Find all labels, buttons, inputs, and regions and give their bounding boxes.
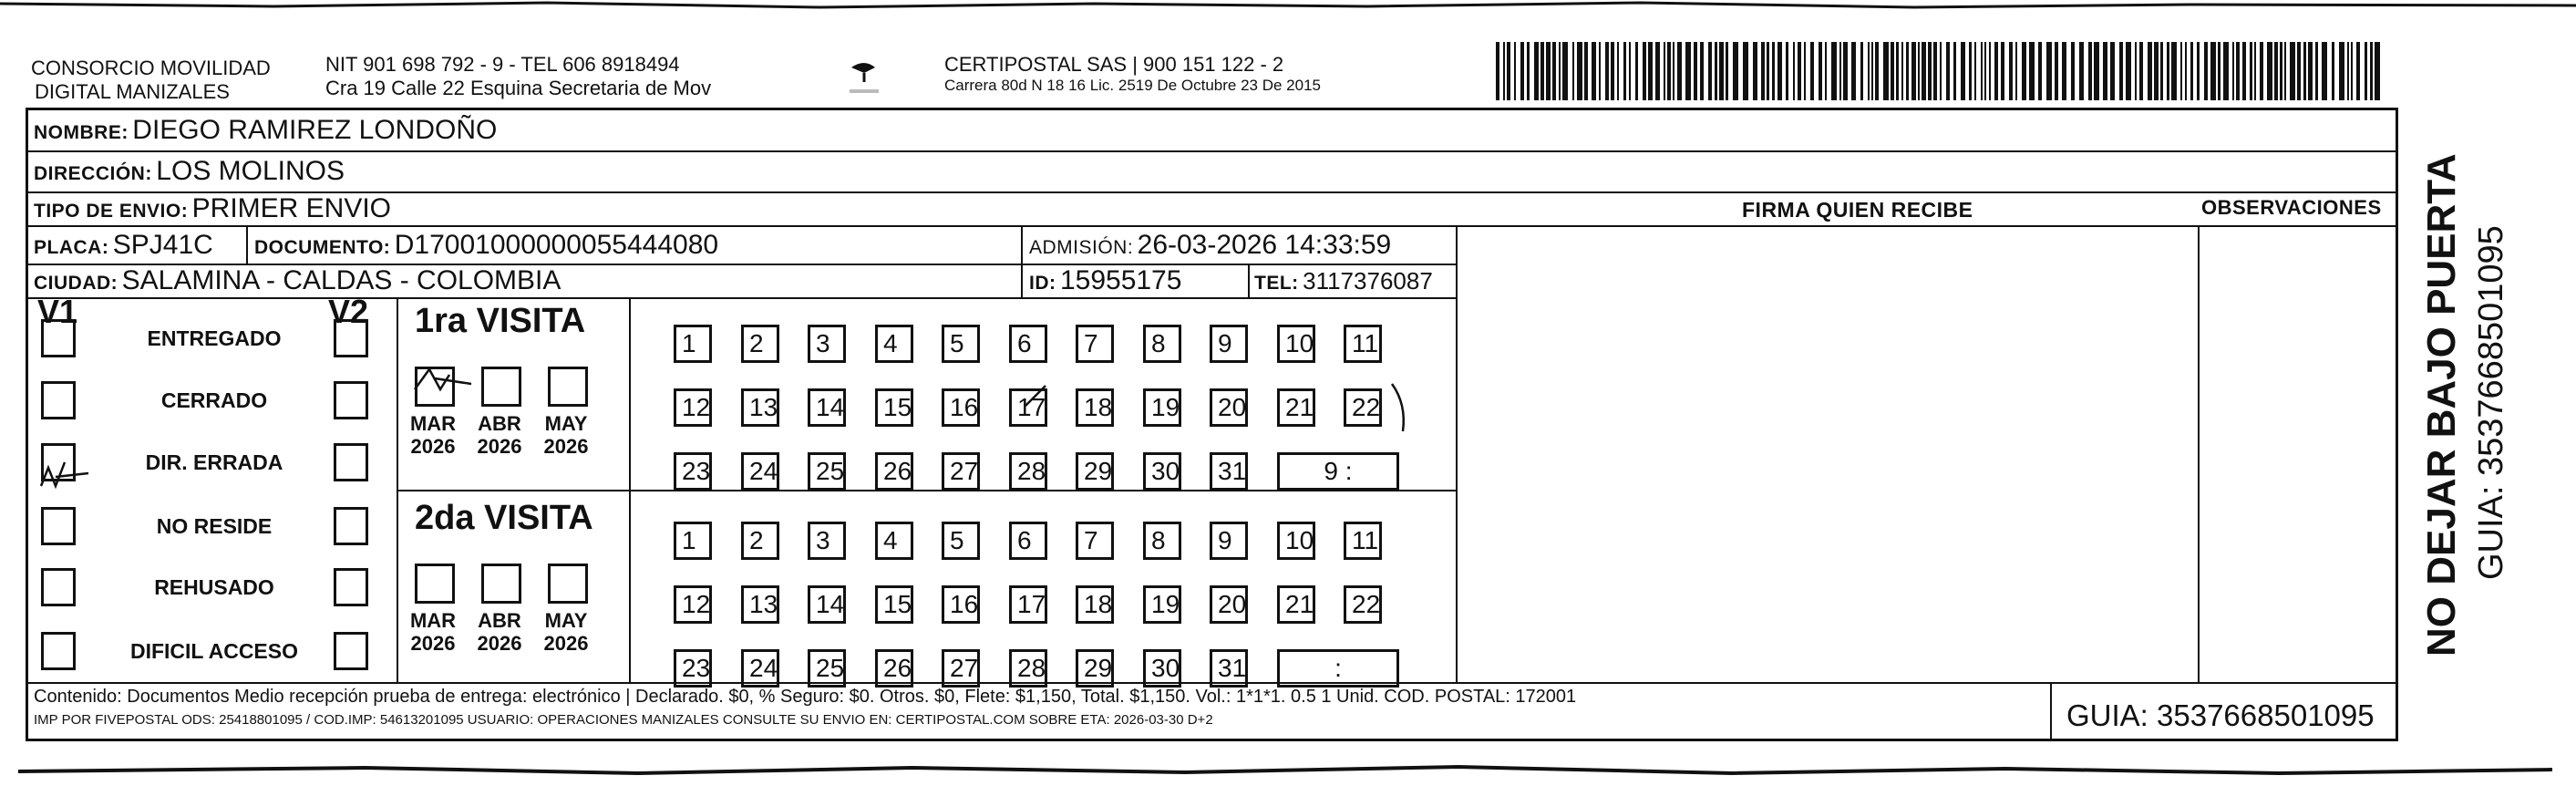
barcode-bar <box>2160 42 2163 100</box>
shipping-type: PRIMER ENVIO <box>191 193 392 223</box>
day-checkbox[interactable]: 21 <box>1277 585 1315 624</box>
barcode-bar <box>1989 42 1991 100</box>
day-checkbox[interactable]: 18 <box>1076 585 1114 624</box>
barcode-bar <box>2180 42 2182 100</box>
barcode-bar <box>2055 42 2058 100</box>
shipping-form-frame <box>26 108 2398 741</box>
barcode-bar <box>1969 42 1972 100</box>
second-visit-title: 2da VISITA <box>415 499 593 537</box>
company-contact <box>325 53 711 100</box>
recipient-id: 15955175 <box>1059 265 1182 295</box>
day-checkbox[interactable]: 21 <box>1277 388 1315 427</box>
document-label: DOCUMENTO: <box>254 237 391 258</box>
barcode-bar <box>2290 42 2295 100</box>
barcode-bar <box>2375 42 2380 100</box>
city: SALAMINA - CALDAS - COLOMBIA <box>121 265 562 295</box>
day-checkbox[interactable]: 6 <box>1009 325 1047 363</box>
barcode-bar <box>1868 42 1870 100</box>
barcode-bar <box>2242 42 2246 100</box>
footer-contents: Contenido: Documentos Medio recepción prueba de entrega: electrónico | Declarado. $0, % Seguro: $0. Otros. $0, Flete: $1,150, Total. $1,150. Vol.: 1*1*1. 0.5 1 Unid. COD. POSTAL: 172001 <box>34 687 1577 707</box>
barcode-bar <box>2210 42 2216 100</box>
torn-top-edge <box>0 0 2576 13</box>
day-checkbox[interactable]: 29 <box>1076 452 1114 491</box>
side-guia-number: GUIA: 3537668501095 <box>2472 225 2510 580</box>
barcode-bar <box>2046 42 2052 100</box>
barcode-bar <box>2280 42 2282 100</box>
day-checkbox[interactable]: 4 <box>875 522 913 560</box>
barcode-bar <box>1851 42 1856 100</box>
carrier-info <box>944 53 1321 95</box>
barcode-bar <box>1667 42 1671 100</box>
day-checkbox[interactable]: 20 <box>1210 388 1248 427</box>
barcode-bar <box>2038 42 2042 100</box>
status-label: DIR. ERRADA <box>145 450 283 474</box>
day-checkbox[interactable]: 27 <box>942 649 980 688</box>
day-checkbox[interactable]: 24 <box>741 649 779 688</box>
day-checkbox[interactable]: 31 <box>1210 452 1248 491</box>
barcode-bar <box>2088 42 2092 100</box>
barcode-bar <box>1777 42 1782 100</box>
barcode-bar <box>1599 42 1601 100</box>
barcode-bar <box>2250 42 2252 100</box>
company-address: Cra 19 Calle 22 Esquina Secretaria de Mov <box>325 77 712 99</box>
v1-header: V1 <box>37 293 78 330</box>
barcode-bar <box>1896 42 1899 100</box>
barcode-bar <box>1984 42 1986 100</box>
barcode-bar <box>1753 42 1757 100</box>
plate: SPJ41C <box>112 230 213 260</box>
day-checkbox[interactable]: 4 <box>875 325 913 363</box>
day-checkbox[interactable]: 22 <box>1344 585 1382 624</box>
barcode-bar <box>1839 42 1841 100</box>
carrier-license: Carrera 80d N 18 16 Lic. 2519 De Octubre 23 De 2015 <box>944 77 1321 94</box>
status-label: CERRADO <box>160 388 268 412</box>
day-checkbox[interactable]: 17 <box>1009 388 1047 427</box>
barcode-bar <box>1786 42 1788 100</box>
admission-label: ADMISIÓN: <box>1029 237 1134 258</box>
barcode-bar <box>1629 42 1631 100</box>
recipient-name: DIEGO RAMIREZ LONDOÑO <box>132 115 498 145</box>
day-checkbox[interactable]: 7 <box>1076 522 1114 560</box>
company-name-line2: DIGITAL MANIZALES <box>35 80 230 103</box>
barcode-bar <box>1860 42 1863 100</box>
barcode-bar <box>2103 42 2107 100</box>
barcode-bar <box>1819 42 1822 100</box>
barcode-bar <box>1694 42 1697 100</box>
barcode-bar <box>1577 42 1582 100</box>
barcode-bar <box>1559 42 1561 100</box>
barcode-bar <box>1572 42 1574 100</box>
city-label: CIUDAD: <box>34 273 118 294</box>
side-warning: NO DEJAR BAJO PUERTA <box>2419 153 2464 657</box>
barcode-bar <box>2154 42 2159 100</box>
barcode-bar <box>2347 42 2349 100</box>
barcode-bar <box>1673 42 1674 100</box>
day-checkbox[interactable]: 11 <box>1344 325 1382 363</box>
company-nit: NIT 901 698 792 - 9 - TEL 606 8918494 <box>325 53 680 76</box>
barcode-bar <box>2236 42 2240 100</box>
barcode-bar <box>1911 42 1916 100</box>
v2-header: V2 <box>328 293 369 330</box>
month-name: MAY <box>544 609 588 632</box>
day-checkbox[interactable]: 30 <box>1143 452 1181 491</box>
barcode-bar <box>1507 42 1510 100</box>
day-checkbox[interactable]: 23 <box>674 452 712 491</box>
barcode-bar <box>2204 42 2208 100</box>
month-year: 2026 <box>477 435 522 458</box>
barcode-bar <box>1496 42 1499 100</box>
status-label: REHUSADO <box>154 575 274 599</box>
day-checkbox[interactable]: 10 <box>1277 522 1315 560</box>
day-checkbox[interactable]: 8 <box>1143 522 1181 560</box>
day-checkbox[interactable]: 24 <box>741 452 779 491</box>
recipient-name-label: NOMBRE: <box>34 122 129 143</box>
certipostal-logo-icon <box>844 57 884 98</box>
day-checkbox[interactable]: 20 <box>1210 585 1248 624</box>
month-year: 2026 <box>543 632 589 655</box>
barcode-bar <box>1708 42 1712 100</box>
day-checkbox[interactable]: 9 <box>1210 522 1248 560</box>
day-checkbox[interactable]: 26 <box>875 649 913 688</box>
status-label: NO RESIDE <box>156 514 273 538</box>
day-checkbox[interactable]: 5 <box>942 522 980 560</box>
day-checkbox[interactable]: 23 <box>674 649 712 688</box>
day-checkbox[interactable]: 3 <box>808 522 846 560</box>
day-checkbox[interactable]: 9 <box>1210 325 1248 363</box>
barcode-bar <box>1918 42 1920 100</box>
tel: 3117376087 <box>1303 267 1433 295</box>
barcode-bar <box>1767 42 1769 100</box>
barcode-bar <box>1664 42 1665 100</box>
day-checkbox[interactable]: 14 <box>808 585 846 624</box>
barcode-bar <box>2126 42 2131 100</box>
barcode-bar <box>2315 42 2318 100</box>
day-checkbox[interactable]: 16 <box>942 585 980 624</box>
barcode-bar <box>1772 42 1775 100</box>
barcode-bar <box>2365 42 2367 100</box>
barcode-bar <box>1804 42 1806 100</box>
plate-label: PLACA: <box>34 237 109 258</box>
barcode-bar <box>2370 42 2373 100</box>
day-checkbox[interactable]: 13 <box>741 585 779 624</box>
barcode-bar <box>1715 42 1717 100</box>
barcode-bar <box>2267 42 2272 100</box>
barcode-bar <box>1994 42 1998 100</box>
barcode-bar <box>2339 42 2344 100</box>
day-checkbox[interactable]: 15 <box>875 585 913 624</box>
barcode-bar <box>1726 42 1728 100</box>
barcode-bar <box>1534 42 1539 100</box>
barcode-bar <box>1906 42 1909 100</box>
barcode-bar <box>2185 42 2187 100</box>
barcode-bar <box>1719 42 1724 100</box>
barcode-bar <box>2110 42 2115 100</box>
day-checkbox[interactable]: 12 <box>674 585 712 624</box>
barcode <box>1496 42 2385 100</box>
barcode-bar <box>1562 42 1568 100</box>
barcode-bar <box>1617 42 1619 100</box>
day-checkbox[interactable]: 2 <box>741 522 779 560</box>
day-checkbox[interactable]: 1 <box>674 522 712 560</box>
barcode-bar <box>1643 42 1646 100</box>
day-checkbox[interactable]: 22 <box>1344 388 1382 427</box>
barcode-bar <box>2001 42 2004 100</box>
barcode-bar <box>2062 42 2066 100</box>
day-checkbox[interactable]: 25 <box>808 452 846 491</box>
barcode-bar <box>1611 42 1614 100</box>
barcode-bar <box>2274 42 2278 100</box>
barcode-bar <box>1928 42 1932 100</box>
status-label: ENTREGADO <box>147 326 282 350</box>
barcode-bar <box>1546 42 1551 100</box>
visit-time-field[interactable]: : <box>1277 649 1399 688</box>
barcode-bar <box>1655 42 1660 100</box>
barcode-bar <box>1843 42 1848 100</box>
month-year: 2026 <box>410 435 456 458</box>
day-checkbox[interactable]: 5 <box>942 325 980 363</box>
handwritten-marks <box>28 110 2396 682</box>
barcode-bar <box>1961 42 1965 100</box>
barcode-bar <box>1825 42 1827 100</box>
day-checkbox[interactable]: 11 <box>1344 522 1382 560</box>
barcode-bar <box>2297 42 2301 100</box>
barcode-bar <box>1592 42 1596 100</box>
admission-datetime: 26-03-2026 14:33:59 <box>1137 230 1392 260</box>
barcode-bar <box>1810 42 1814 100</box>
barcode-bar <box>2071 42 2075 100</box>
day-checkbox[interactable]: 10 <box>1277 325 1315 363</box>
day-checkbox[interactable]: 8 <box>1143 325 1181 363</box>
barcode-bar <box>1605 42 1609 100</box>
day-checkbox[interactable]: 18 <box>1076 388 1114 427</box>
barcode-bar <box>1875 42 1879 100</box>
barcode-bar <box>2254 42 2256 100</box>
barcode-bar <box>1793 42 1795 100</box>
barcode-bar <box>1623 42 1626 100</box>
signature-column-header: FIRMA QUIEN RECIBE <box>1742 198 1973 222</box>
barcode-bar <box>1552 42 1556 100</box>
barcode-bar <box>2284 42 2286 100</box>
barcode-bar <box>1946 42 1950 100</box>
day-checkbox[interactable]: 25 <box>808 649 846 688</box>
day-checkbox[interactable]: 12 <box>674 388 712 427</box>
tel-label: TEL: <box>1254 273 1299 294</box>
barcode-bar <box>1761 42 1765 100</box>
day-checkbox[interactable]: 2 <box>741 325 779 363</box>
footer-print-info: IMP POR FIVEPOSTAL ODS: 25418801095 / COD.IMP: 54613201095 USUARIO: OPERACIONES MANIZALES CONSULTE SU ENVIO EN: CERTIPOSTAL.COM SOBRE ETA: 2026-03-30 D+2 <box>34 712 1213 728</box>
status-label: DIFICIL ACCESO <box>129 639 298 663</box>
barcode-bar <box>1901 42 1903 100</box>
barcode-bar <box>1981 42 1983 100</box>
barcode-bar <box>1527 42 1530 100</box>
barcode-bar <box>1940 42 1942 100</box>
barcode-bar <box>2139 42 2143 100</box>
barcode-bar <box>2218 42 2221 100</box>
barcode-bar <box>2190 42 2193 100</box>
barcode-bar <box>2308 42 2313 100</box>
barcode-bar <box>2119 42 2123 100</box>
day-checkbox[interactable]: 27 <box>942 452 980 491</box>
day-checkbox[interactable]: 19 <box>1143 388 1181 427</box>
barcode-bar <box>1540 42 1544 100</box>
barcode-bar <box>1520 42 1524 100</box>
day-checkbox[interactable]: 15 <box>875 388 913 427</box>
barcode-bar <box>1584 42 1588 100</box>
month-name: ABR <box>478 609 521 632</box>
day-checkbox[interactable]: 14 <box>808 388 846 427</box>
barcode-bar <box>2351 42 2353 100</box>
month-year: 2026 <box>543 435 589 458</box>
barcode-bar <box>1733 42 1738 100</box>
barcode-bar <box>1648 42 1653 100</box>
carrier-name: CERTIPOSTAL SAS | 900 151 122 - 2 <box>944 53 1284 76</box>
day-checkbox[interactable]: 3 <box>808 325 846 363</box>
barcode-bar <box>2094 42 2099 100</box>
barcode-bar <box>1953 42 1956 100</box>
barcode-bar <box>1635 42 1638 100</box>
month-year: 2026 <box>410 632 456 655</box>
month-name: ABR <box>478 412 521 435</box>
barcode-bar <box>1891 42 1894 100</box>
footer-guia-number: GUIA: 3537668501095 <box>2066 698 2375 732</box>
observations-column-header: OBSERVACIONES <box>2201 196 2382 219</box>
month-year: 2026 <box>477 632 522 655</box>
month-name: MAY <box>544 412 588 435</box>
barcode-bar <box>2148 42 2152 100</box>
barcode-bar <box>1831 42 1837 100</box>
day-checkbox[interactable]: 17 <box>1009 585 1047 624</box>
barcode-bar <box>1743 42 1748 100</box>
id-label: ID: <box>1029 273 1056 294</box>
barcode-bar <box>1933 42 1937 100</box>
barcode-bar <box>2356 42 2360 100</box>
day-checkbox[interactable]: 26 <box>875 452 913 491</box>
day-checkbox[interactable]: 29 <box>1076 649 1114 688</box>
barcode-bar <box>2197 42 2200 100</box>
day-checkbox[interactable]: 30 <box>1143 649 1181 688</box>
recipient-address-label: DIRECCIÓN: <box>34 163 152 184</box>
day-checkbox[interactable]: 19 <box>1143 585 1181 624</box>
barcode-bar <box>1871 42 1873 100</box>
barcode-bar <box>2167 42 2169 100</box>
day-checkbox[interactable]: 13 <box>741 388 779 427</box>
day-checkbox[interactable]: 16 <box>942 388 980 427</box>
barcode-bar <box>2171 42 2177 100</box>
barcode-bar <box>1677 42 1682 100</box>
torn-bottom-edge <box>0 762 2576 782</box>
barcode-bar <box>2232 42 2234 100</box>
barcode-bar <box>1503 42 1505 100</box>
day-checkbox[interactable]: 28 <box>1009 649 1047 688</box>
day-checkbox[interactable]: 31 <box>1210 649 1248 688</box>
barcode-bar <box>2332 42 2334 100</box>
barcode-bar <box>1685 42 1691 100</box>
barcode-bar <box>1700 42 1704 100</box>
barcode-bar <box>1514 42 1516 100</box>
barcode-bar <box>2015 42 2017 100</box>
barcode-bar <box>1922 42 1926 100</box>
shipping-type-label: TIPO DE ENVIO: <box>34 201 189 222</box>
barcode-bar <box>2022 42 2026 100</box>
barcode-bar <box>1883 42 1889 100</box>
month-name: MAR <box>409 609 457 632</box>
day-checkbox[interactable]: 28 <box>1009 452 1047 491</box>
company-name <box>31 57 271 104</box>
barcode-bar <box>2029 42 2035 100</box>
day-checkbox[interactable]: 6 <box>1009 522 1047 560</box>
barcode-bar <box>2322 42 2327 100</box>
barcode-bar <box>2135 42 2137 100</box>
day-checkbox[interactable]: 7 <box>1076 325 1114 363</box>
barcode-bar <box>2223 42 2229 100</box>
day-checkbox[interactable]: 1 <box>674 325 712 363</box>
barcode-bar <box>2079 42 2084 100</box>
barcode-bar <box>1974 42 1976 100</box>
visit-time-field[interactable]: 9 : <box>1277 452 1399 491</box>
barcode-bar <box>2009 42 2013 100</box>
first-visit-title: 1ra VISITA <box>415 302 586 340</box>
barcode-bar <box>2303 42 2306 100</box>
month-name: MAR <box>409 412 457 435</box>
company-name-line1: CONSORCIO MOVILIDAD <box>31 57 271 79</box>
recipient-address: LOS MOLINOS <box>156 156 345 186</box>
barcode-bar <box>2260 42 2263 100</box>
barcode-bar <box>1798 42 1801 100</box>
document-number: D17001000000055444080 <box>394 230 719 260</box>
